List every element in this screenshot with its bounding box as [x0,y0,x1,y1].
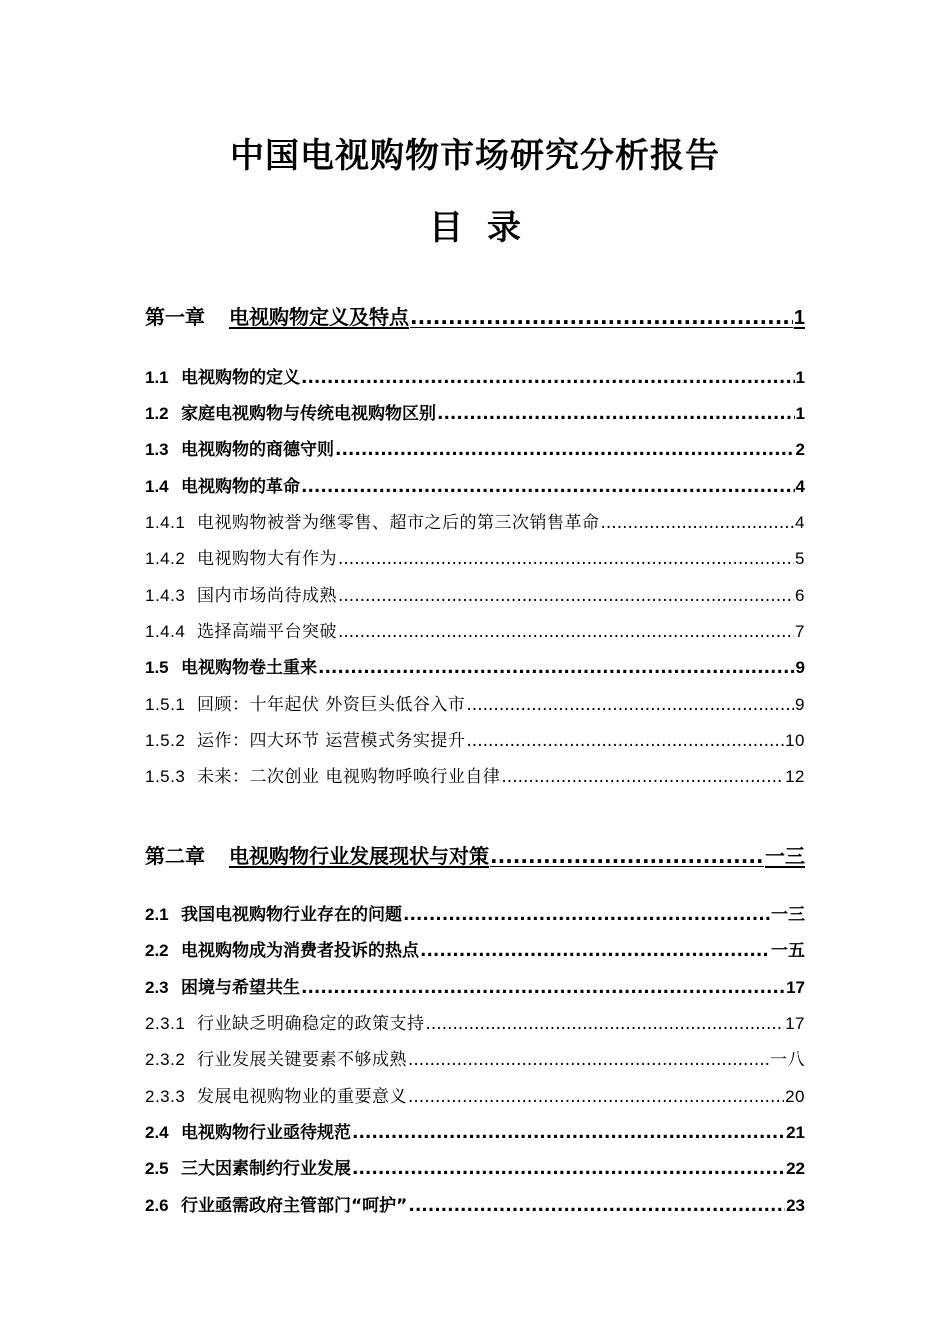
toc-chapter-number: 第二章 [145,844,205,868]
toc-chapter-number: 第一章 [145,305,205,329]
toc-subsection-1-4-2[interactable] [145,548,805,570]
toc-section-number: 2.3 [145,978,169,997]
toc-subsection-1-5-1[interactable] [145,694,805,716]
toc-leader-dots [466,730,784,752]
toc-leader-dots [335,439,795,461]
toc-section-number: 1.2 [145,404,169,423]
toc-chapter-title: 电视购物行业发展现状与对策 [229,844,489,868]
toc-section-2-3[interactable] [145,977,805,999]
toc-section-2-4[interactable] [145,1122,805,1144]
toc-subsection-number: 1.4.3 [145,586,186,605]
toc-subsection-1-5-2[interactable] [145,730,805,752]
toc-section-number: 1.4 [145,477,169,496]
toc-section-2-2[interactable] [145,940,805,962]
toc-leader-dots [408,1086,784,1108]
document-title: 中国电视购物市场研究分析报告 [230,136,720,176]
toc-page-number: 23 [786,1196,805,1215]
toc-leader-dots [490,845,764,867]
toc-leader-dots [408,1195,785,1217]
toc-subsection-number: 2.3.3 [145,1087,186,1106]
toc-subsection-1-4-4[interactable] [145,621,805,643]
toc-leader-dots [301,476,795,498]
toc-leader-dots [352,1122,785,1144]
toc-subsection-number: 1.4.4 [145,622,186,641]
toc-section-title: 电视购物成为消费者投诉的热点 [181,941,419,961]
toc-leader-dots [501,766,784,788]
toc-subsection-1-4-1[interactable] [145,512,805,534]
toc-section-number: 1.3 [145,440,169,459]
toc-page-number: 7 [795,622,805,641]
toc-section-1-5[interactable] [145,657,805,679]
toc-page-number: 20 [785,1087,805,1106]
toc-subsection-number: 1.5.2 [145,731,186,750]
toc-section-1-3[interactable] [145,439,805,461]
toc-heading-char-1: 目 [429,208,463,248]
toc-heading-char-2: 录 [487,208,521,248]
toc-section-title: 电视购物卷土重来 [181,658,317,678]
toc-subsection-2-3-2[interactable] [145,1049,805,1071]
toc-section-2-1[interactable] [145,904,805,926]
toc-page-number: 22 [786,1159,805,1178]
toc-leader-dots [301,977,785,999]
toc-page-number: 6 [795,586,805,605]
toc-subsection-number: 2.3.1 [145,1014,186,1033]
toc-page-number: 10 [785,731,805,750]
toc-subsection-1-4-3[interactable] [145,585,805,607]
toc-leader-dots [338,621,794,643]
toc-heading [0,200,950,249]
toc-section-1-2[interactable] [145,403,805,425]
toc-subsection-title: 回顾：十年起伏 外资巨头低谷入市 [197,695,466,715]
toc-page-number: 9 [795,695,805,714]
toc-leader-dots [466,694,794,716]
toc-subsection-number: 1.4.2 [145,549,186,568]
toc-section-title: 电视购物的商德守则 [181,440,334,460]
toc-leader-dots [408,1049,769,1071]
toc-page-number: 4 [795,513,805,532]
toc-subsection-title: 电视购物大有作为 [197,549,337,569]
toc-page-number: 1 [793,307,805,329]
toc-section-number: 2.6 [145,1196,169,1215]
toc-page-number: 一五 [771,941,805,960]
toc-page-number: 17 [785,1014,805,1033]
toc-page-number: 9 [795,658,805,677]
toc-subsection-title: 行业发展关键要素不够成熟 [197,1050,407,1070]
toc-leader-dots [601,512,795,534]
toc-subsection-title: 选择高端平台突破 [197,622,337,642]
toc-leader-dots [403,904,770,926]
toc-leader-dots [318,657,795,679]
toc-subsection-title: 运作：四大环节 运营模式务实提升 [197,731,466,751]
toc-chapter-1[interactable] [145,306,805,329]
toc-leader-dots [426,1013,785,1035]
toc-leader-dots [301,367,795,389]
toc-section-number: 2.1 [145,905,169,924]
toc-section-number: 2.5 [145,1159,169,1178]
toc-subsection-1-5-3[interactable] [145,766,805,788]
toc-section-number: 1.5 [145,658,169,677]
toc-section-title: 我国电视购物行业存在的问题 [181,905,402,925]
toc-subsection-number: 2.3.2 [145,1050,186,1069]
toc-section-number: 1.1 [145,368,169,387]
toc-page-number: 1 [795,368,805,387]
toc-section-title: 困境与希望共生 [181,978,300,998]
toc-subsection-title: 国内市场尚待成熟 [197,586,337,606]
toc-section-title: 家庭电视购物与传统电视购物区别 [181,404,436,424]
toc-chapter-title: 电视购物定义及特点 [229,305,409,329]
toc-subsection-title: 行业缺乏明确稳定的政策支持 [197,1014,425,1034]
toc-section-2-6[interactable] [145,1195,805,1217]
toc-page-number: 2 [795,440,805,459]
toc-subsection-number: 1.5.3 [145,767,186,786]
toc-page-number: 一八 [770,1050,805,1069]
toc-subsection-title: 未来：二次创业 电视购物呼唤行业自律 [197,767,501,787]
toc-subsection-2-3-1[interactable] [145,1013,805,1035]
toc-section-title: 电视购物的革命 [181,477,300,497]
toc-subsection-title: 发展电视购物业的重要意义 [197,1087,407,1107]
toc-page-number: 21 [786,1123,805,1142]
toc-section-title: 行业亟需政府主管部门“呵护” [181,1196,408,1216]
toc-leader-dots [420,940,770,962]
toc-subsection-title: 电视购物被誉为继零售、超市之后的第三次销售革命 [197,513,600,533]
toc-page-number: 5 [795,549,805,568]
toc-page-number: 一三 [771,905,805,924]
toc-leader-dots [338,548,794,570]
toc-page-number: 17 [786,978,805,997]
toc-subsection-number: 1.4.1 [145,513,186,532]
toc-section-title: 三大因素制约行业发展 [181,1159,351,1179]
toc-chapter-2[interactable] [145,845,805,868]
toc-leader-dots [352,1158,785,1180]
toc-subsection-number: 1.5.1 [145,695,186,714]
toc-subsection-2-3-3[interactable] [145,1086,805,1108]
toc-leader-dots [410,306,793,328]
toc-page-number: 1 [795,404,805,423]
toc-page-number: 12 [785,767,805,786]
toc-page-number: 4 [795,477,805,496]
toc-leader-dots [338,585,794,607]
toc-section-number: 2.2 [145,941,169,960]
toc-section-number: 2.4 [145,1123,169,1142]
toc-section-2-5[interactable] [145,1158,805,1180]
toc-section-title: 电视购物的定义 [181,368,300,388]
toc-section-1-4[interactable] [145,476,805,498]
toc-leader-dots [437,403,795,425]
toc-section-1-1[interactable] [145,367,805,389]
toc-page-number: 一三 [765,846,805,868]
toc-section-title: 电视购物行业亟待规范 [181,1123,351,1143]
